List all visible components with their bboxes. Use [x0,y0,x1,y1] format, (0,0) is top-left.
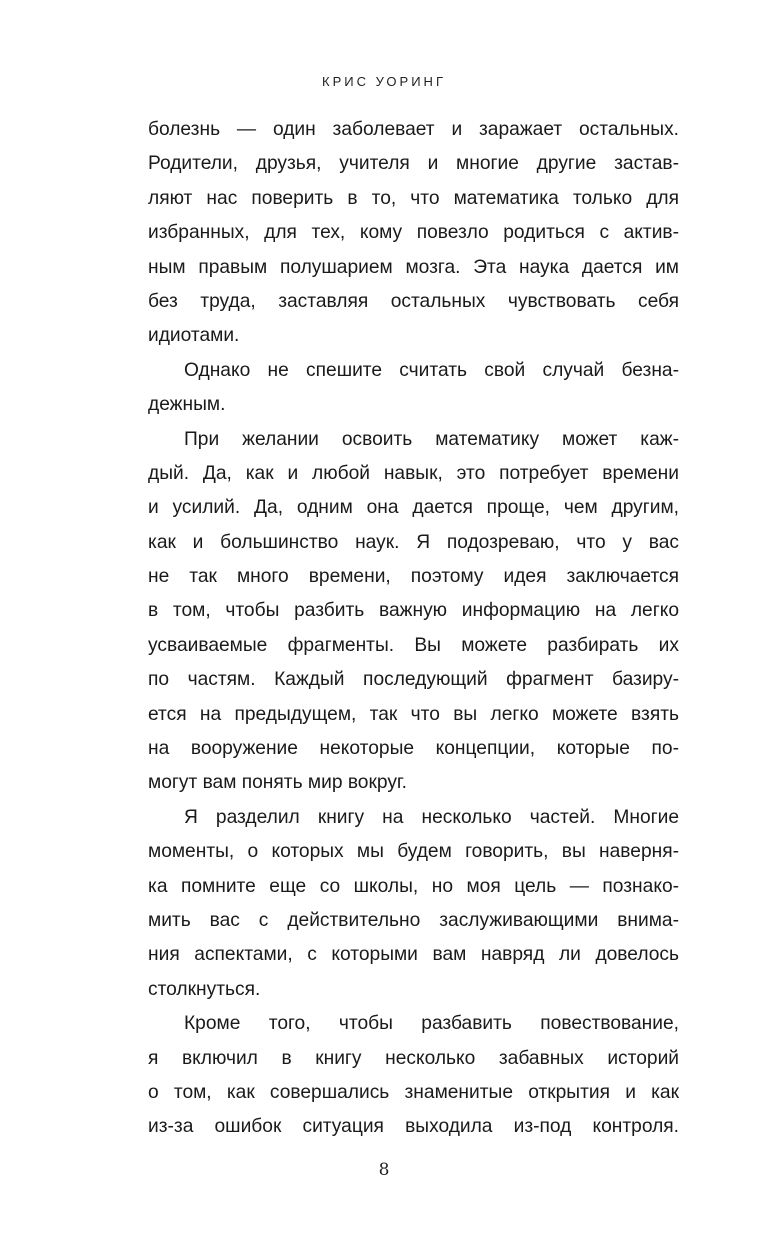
paragraph [148,1010,679,1148]
text-line: я включил в книгу несколько забавных историй [148,1047,679,1069]
text-line: из-за ошибок ситуация выходила из-под контроля. [148,1116,679,1138]
text-line: Кроме того, чтобы разбавить повествование, [184,1013,679,1035]
paragraph [148,804,679,1010]
running-head: КРИС УОРИНГ [322,74,446,89]
text-line: на вооружение некоторые концепции, которые по- [148,738,679,760]
text-line: избранных, для тех, кому повезло родиться с актив- [148,222,679,244]
text-line: болезнь — один заболевает и заражает остальных. [148,119,679,140]
text-line: При желании освоить математику может каж- [184,428,679,450]
text-line: дежным. [148,394,226,416]
text-line: Родители, друзья, учителя и многие другие застав- [148,153,679,175]
paragraph [148,357,679,426]
text-line: по частям. Каждый последующий фрагмент базиру- [148,669,679,691]
text-line: ется на предыдущем, так что вы легко можете взять [148,703,679,725]
text-line: ляют нас поверить в то, что математика только для [148,187,679,209]
text-line: без труда, заставляя остальных чувствовать себя [148,290,679,312]
text-line: дый. Да, как и любой навык, это потребует времени [148,462,679,484]
text-line: и усилий. Да, одним она дается проще, чем другим, [148,497,679,519]
body-text [148,116,679,1148]
text-line: как и большинство наук. Я подозреваю, что у вас [148,531,679,553]
paragraph [148,426,679,804]
text-line: ным правым полушарием мозга. Эта наука дается им [148,256,679,278]
text-line: усваиваемые фрагменты. Вы можете разбирать их [148,634,679,656]
text-line: идиотами. [148,325,240,347]
paragraph [148,116,679,357]
text-line: не так много времени, поэтому идея заключается [148,566,679,588]
text-line: могут вам понять мир вокруг. [148,772,407,794]
text-line: ка помните еще со школы, но моя цель — познако- [148,875,679,897]
text-line: Однако не спешите считать свой случай безна- [184,359,679,381]
page-number: 8 [378,1160,390,1180]
text-line: моменты, о которых мы будем говорить, вы наверня- [148,841,679,863]
text-line: столкнуться. [148,978,261,1000]
text-line: ния аспектами, с которыми вам навряд ли довелось [148,944,679,966]
text-line: о том, как совершались знаменитые открытия и как [148,1081,679,1103]
text-line: Я разделил книгу на несколько частей. Многие [184,806,679,828]
text-line: мить вас с действительно заслуживающими внима- [148,909,679,931]
text-line: в том, чтобы разбить важную информацию на легко [148,600,679,622]
